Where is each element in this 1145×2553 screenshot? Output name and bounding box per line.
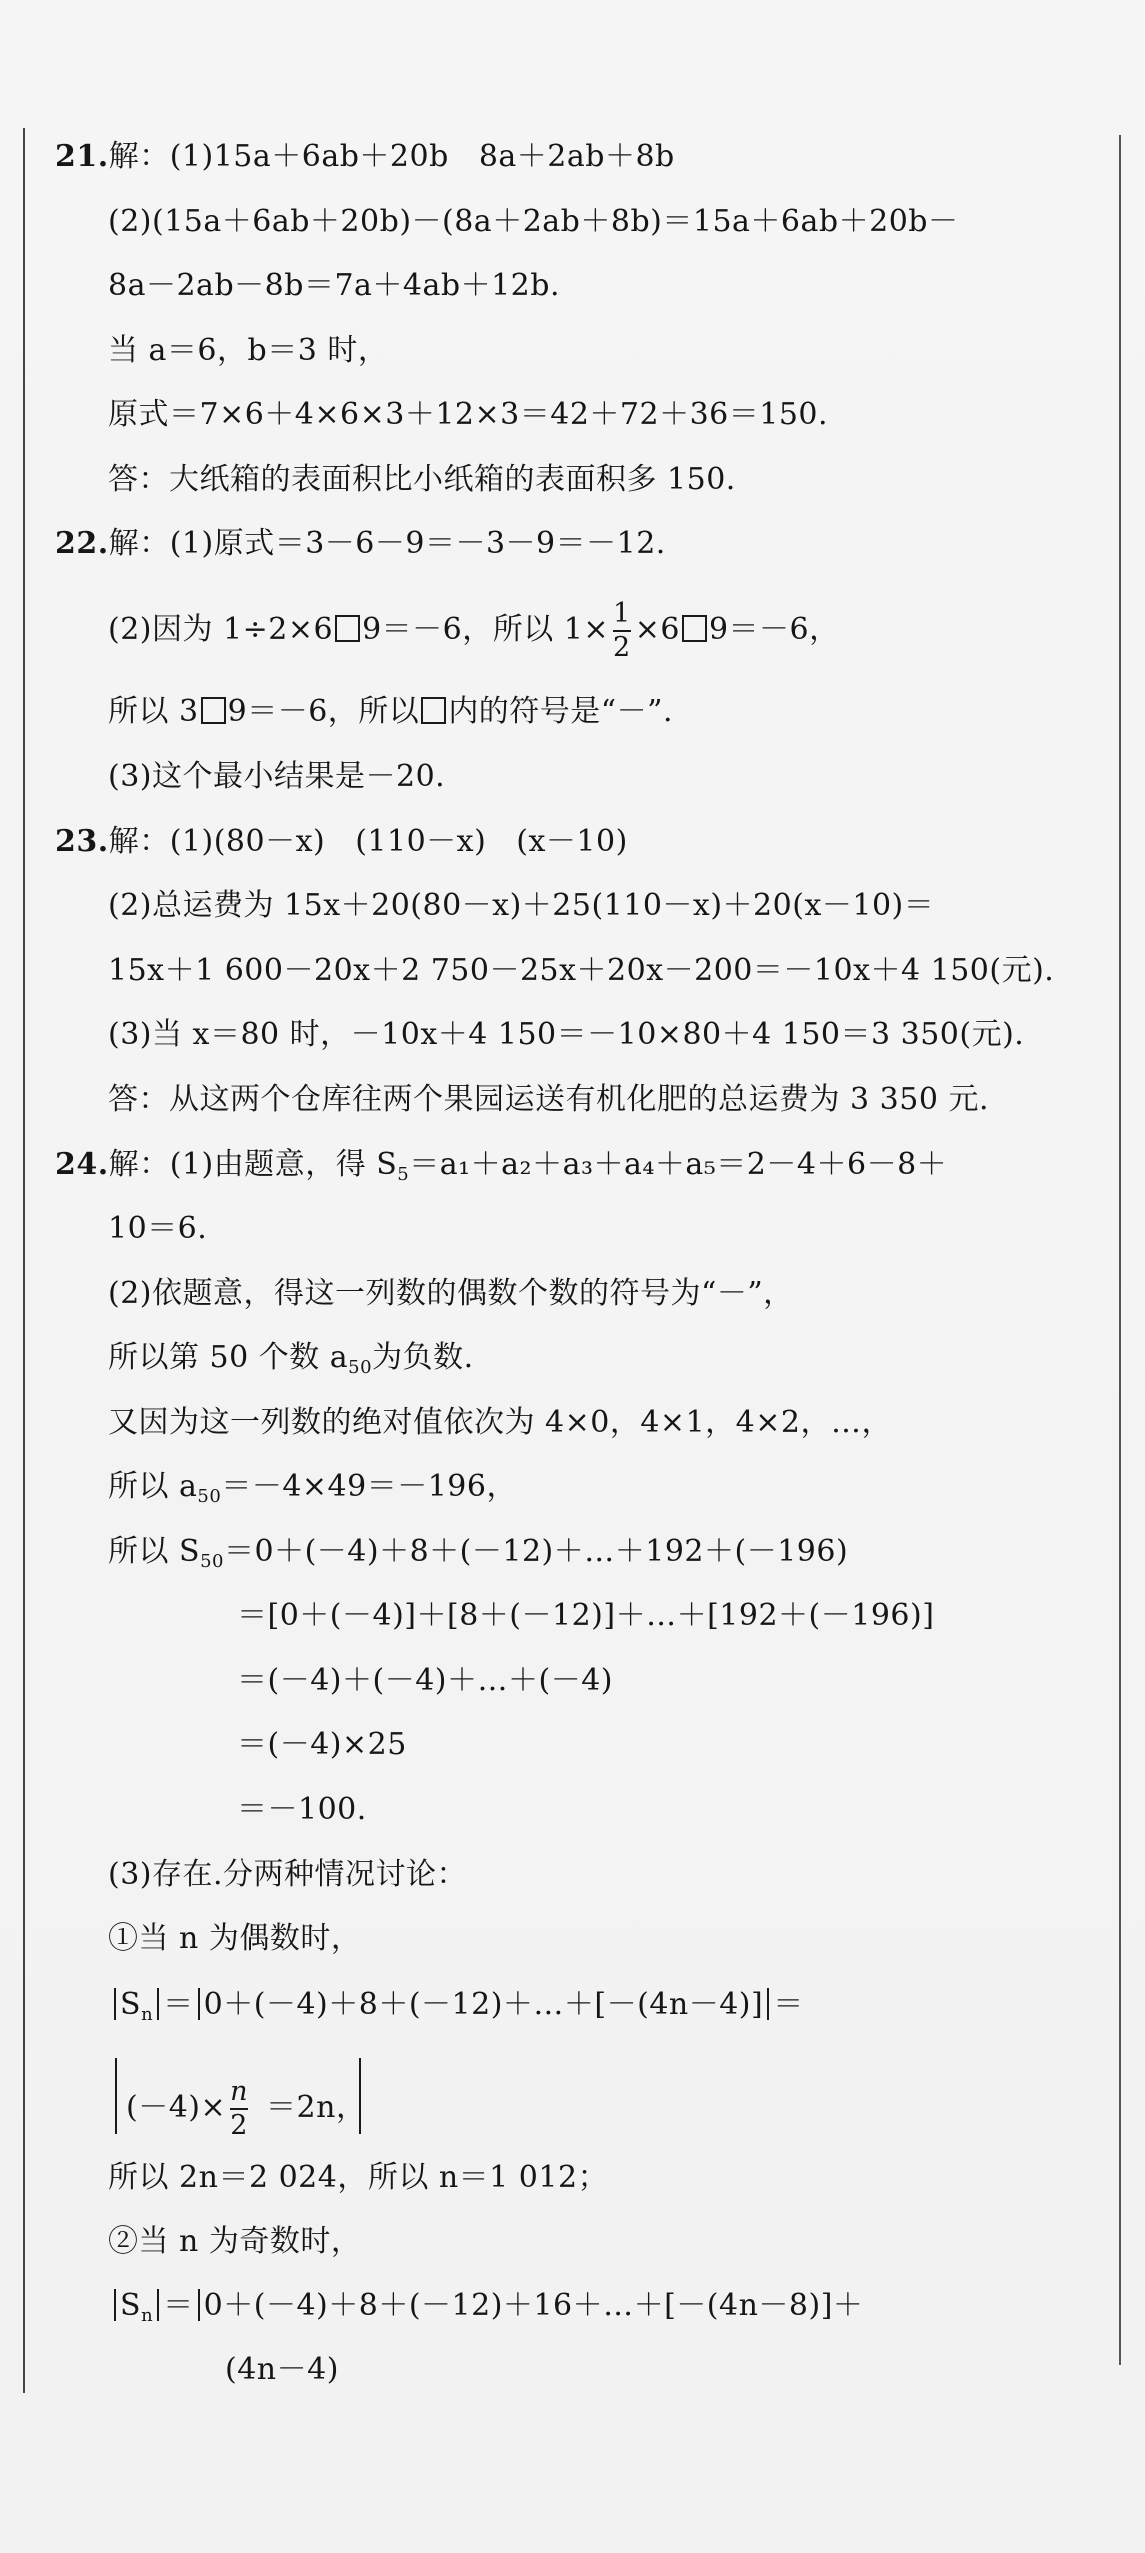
left-margin-line bbox=[23, 128, 25, 2393]
q24-number: 24. bbox=[55, 1147, 109, 1182]
q24-line-17: ②当 n 为奇数时， bbox=[108, 2224, 362, 2259]
q21-number: 21. bbox=[55, 139, 109, 174]
q22-number: 22. bbox=[55, 526, 109, 561]
q21-line-2: (2)(15a＋6ab＋20b)－(8a＋2ab＋8b)＝15a＋6ab＋20b－ bbox=[108, 204, 959, 239]
q24-line-12: (3)存在.分两种情况讨论： bbox=[108, 1857, 468, 1892]
abs-bar bbox=[198, 2289, 200, 2321]
q24-line-14: $S_n$ ＝ 0＋(－4)＋8＋(－12)＋…＋[－(4n－4)] ＝ bbox=[110, 1985, 804, 2035]
q21-line-1: 21.解：(1)15a＋6ab＋20b 8a＋2ab＋8b bbox=[55, 139, 675, 174]
q24-line-9: ＝(－4)＋(－4)＋…＋(－4) bbox=[237, 1663, 613, 1698]
abs-bar bbox=[157, 1988, 159, 2020]
abs-bar bbox=[114, 1988, 116, 2020]
abs-bar bbox=[767, 1988, 769, 2020]
q21-line-5: 原式＝7×6＋4×6×3＋12×3＝42＋72＋36＝150. bbox=[108, 397, 829, 432]
abs-bar bbox=[157, 2289, 159, 2321]
q21-line-6: 答：大纸箱的表面积比小纸箱的表面积多 150. bbox=[108, 462, 736, 497]
q24-line-8: ＝[0＋(－4)]＋[8＋(－12)]＋…＋[192＋(－196)] bbox=[237, 1598, 935, 1633]
blank-box bbox=[201, 697, 226, 724]
q22-line-4: (3)这个最小结果是－20. bbox=[108, 759, 446, 794]
q24-line-13: ①当 n 为偶数时， bbox=[108, 1921, 362, 1956]
blank-box bbox=[335, 615, 360, 642]
q21-line-3: 8a－2ab－8b＝7a＋4ab＋12b. bbox=[108, 268, 561, 303]
fraction: $\frac{n}{2}$ bbox=[230, 2076, 249, 2141]
fraction: $\frac{1}{2}$ bbox=[613, 598, 631, 663]
q22-line-3: 所以 3 9＝－6，所以 内的符号是“－”. bbox=[108, 694, 674, 729]
q24-line-15: (－4)× $\frac{n}{2}$ ＝2n， bbox=[126, 2076, 367, 2141]
q24-line-5: 又因为这一列数的绝对值依次为 4×0，4×1，4×2，…， bbox=[108, 1405, 892, 1440]
q23-line-4: (3)当 x＝80 时，－10x＋4 150＝－10×80＋4 150＝3 350(元). bbox=[108, 1017, 1025, 1052]
q24-line-11: ＝－100. bbox=[237, 1792, 367, 1827]
abs-bar-tall-left bbox=[115, 2058, 117, 2134]
q24-line-6: 所以 $a_{50}=-4\times 49=-196$， bbox=[108, 1469, 517, 1507]
q24-line-10: ＝(－4)×25 bbox=[237, 1727, 407, 1762]
abs-bar bbox=[114, 2289, 116, 2321]
q24-line-3: (2)依题意，得这一列数的偶数个数的符号为“－”， bbox=[108, 1276, 794, 1311]
q22-line-1: 22.解：(1)原式＝3－6－9＝－3－9＝－12. bbox=[55, 526, 666, 561]
blank-box bbox=[682, 615, 707, 642]
q24-line-1: 24.解：(1)由题意，得 $S_5=a_1+a_2+a_3+a_4+a_5=2-4+6-8+$ bbox=[55, 1147, 948, 1185]
q23-line-3: 15x＋1 600－20x＋2 750－25x＋20x－200＝－10x＋4 150(元). bbox=[108, 953, 1055, 988]
q23-line-5: 答：从这两个仓库往两个果园运送有机化肥的总运费为 3 350 元. bbox=[108, 1082, 989, 1117]
right-margin-line bbox=[1119, 135, 1121, 2365]
q24-line-16: 所以 2n＝2 024，所以 n＝1 012； bbox=[108, 2160, 609, 2195]
q22-line-2: (2)因为 1÷2×6 9＝－6，所以 1× $\frac{1}{2}$ ×6 9＝－6， bbox=[108, 598, 840, 663]
q24-line-4: 所以第 50 个数 $a_{50}$为负数. bbox=[108, 1340, 474, 1378]
q21-line-4: 当 a＝6，b＝3 时， bbox=[108, 333, 389, 368]
q24-line-7: 所以 $S_{50}=0+(-4)+8+(-12)+\dots+192+(-196)$ bbox=[108, 1534, 849, 1572]
q23-line-1: 23.解：(1)(80－x) (110－x) (x－10) bbox=[55, 824, 628, 859]
q24-line-19: (4n－4) bbox=[225, 2352, 339, 2387]
q23-number: 23. bbox=[55, 824, 109, 859]
q24-line-18: $S_n$ ＝ 0＋(－4)＋8＋(－12)＋16＋…＋[－(4n－8)]＋ bbox=[110, 2286, 863, 2336]
blank-box bbox=[421, 697, 446, 724]
q23-line-2: (2)总运费为 15x＋20(80－x)＋25(110－x)＋20(x－10)＝ bbox=[108, 888, 935, 923]
abs-bar bbox=[198, 1988, 200, 2020]
q24-line-2: 10＝6. bbox=[108, 1211, 208, 1246]
